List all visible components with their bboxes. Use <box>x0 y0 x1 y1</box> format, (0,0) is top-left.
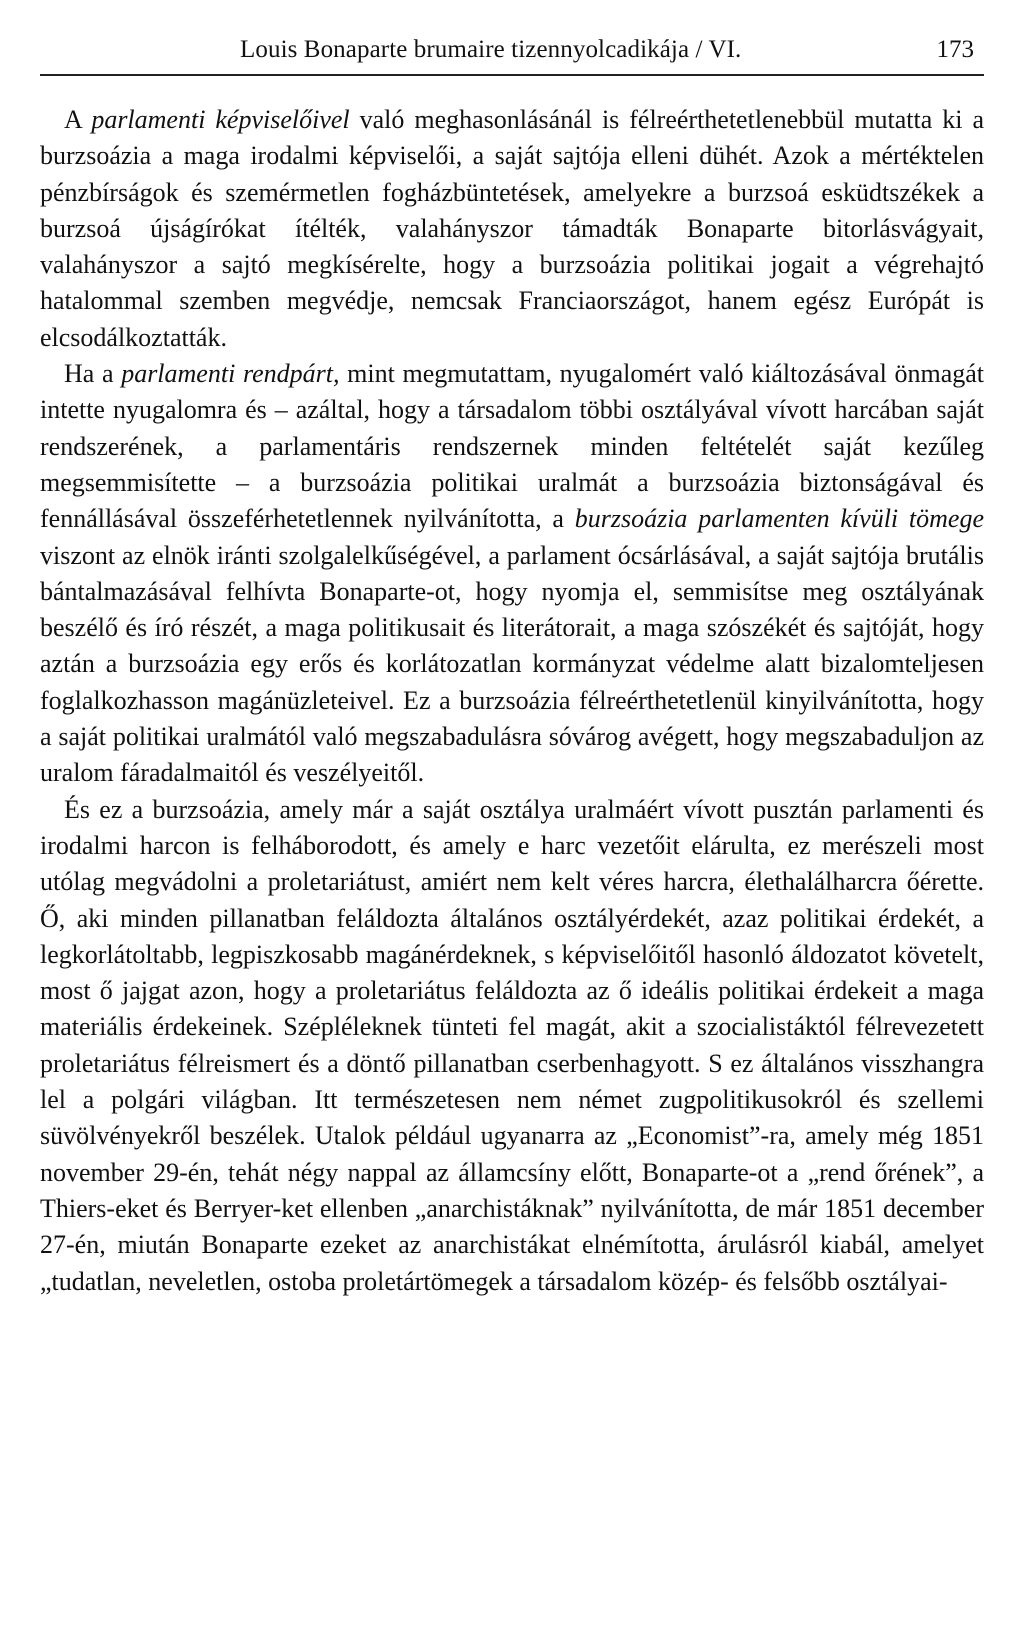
running-title: Louis Bonaparte brumaire tizennyolcadikája / VI. <box>240 36 742 63</box>
body-text <box>40 102 984 1300</box>
header-rule <box>40 74 984 76</box>
italic-segment: burzsoázia parlamenten kívüli tömege <box>574 504 984 534</box>
italic-segment: parlamenti képviselőivel <box>91 105 350 134</box>
book-page <box>40 0 984 1633</box>
text-segment: Ha a <box>64 359 122 389</box>
paragraph <box>40 356 984 792</box>
text-segment: viszont az elnök iránti szolgalelkűségével, a parlament ócsárlásával, a saját sajtója brutális bántalmazásával felhívta Bonaparte-ot, hogy nyomja el, semmisítse meg osztályának beszélő és író részét, a maga politikusait és literátorait, a maga szószékét és sajtóját, hogy aztán a burzsoázia egy erős és korlátozatlan kormányzat védelme alatt bizalomteljesen foglalkozhasson magánüzleteivel. Ez a burzsoázia félreérthetetlenül kinyilvánította, hogy a saját politikai uralmától való megszabadulásra sóvárog avégett, hogy megszabaduljon az uralom fáradalmaitól és veszélyeitől. <box>40 540 984 788</box>
text-segment: És ez a burzsoázia, amely már a saját osztálya uralmáért vívott pusztán parlamenti és irodalmi harcon is felháborodott, és amely e harc vezetőit elárulta, ez merészeli most utólag megvádolni a proletariátust, amiért nem kelt véres harcra, élethalálharcra őérette. Ő, aki minden pillanatban feláldozta általános osztályérdekét, azaz politikai érdekét, a legkorlátoltabb, legpiszkosabb magánérdeknek, s képviselőitől hasonló áldozatot követelt, most ő jajgat azon, hogy a proletariátus feláldozta az ő ideális politikai érdekeit a maga materiális érdekeinek. Szépléleknek tünteti fel magát, akit a szocialistáktól félrevezetett proletariátus félreismert és a döntő pillanatban cserbenhagyott. S ez általános visszhangra lel a polgári világban. Itt természetesen nem német zugpolitikusokról és szellemi süvölvényekről beszélek. Utalok például ugyanarra az „Economist”-ra, amely még 1851 november 29-én, tehát négy nappal az államcsíny előtt, Bonaparte-ot a „rend őrének”, a Thiers-eket és Berryer-ket ellenben „anarchistáknak” nyilvánította, de már 1851 december 27-én, miután Bonaparte ezeket az anarchistákat elnémította, árulásról kiabál, amelyet „tudatlan, neveletlen, ostoba proletártömegek a társadalom közép- és felsőbb osztályai- <box>40 794 984 1296</box>
paragraph <box>40 792 984 1300</box>
text-segment: mint megmutattam, nyugalomért való kiáltozásával önmagát intette nyugalomra és – azáltal, hogy a társadalom többi osztályával vívott harcában saját rendszerének, a parlamentáris rendszernek minden feltételét saját kezűleg megsemmisítette – a burzsoázia politikai uralmát a burzsoázia biztonságával és fennállásával összeférhetetlennek nyilvánította, a <box>40 359 985 534</box>
text-segment: A <box>64 105 92 134</box>
paragraph <box>40 102 984 356</box>
page-number: 173 <box>936 36 974 63</box>
text-segment: való meghasonlásánál is félreérthetetlenebbül mutatta ki a burzsoázia a maga irodalmi képviselői, a saját sajtója elleni dühét. Azok a mértéktelen pénzbírságok és szemérmetlen fogházbüntetések, amelyekre a burzsoá esküdtszékek a burzsoá újságírókat ítélték, valahányszor támadták Bonaparte bitorlásvágyait, valahányszor a sajtó megkísérelte, hogy a burzsoázia politikai jogait a végrehajtó hatalommal szemben megvédje, nemcsak Franciaországot, hanem egész Európát is elcsodálkoztatták. <box>40 105 984 352</box>
running-head <box>40 30 984 70</box>
italic-segment: parlamenti rendpárt, <box>121 359 340 389</box>
